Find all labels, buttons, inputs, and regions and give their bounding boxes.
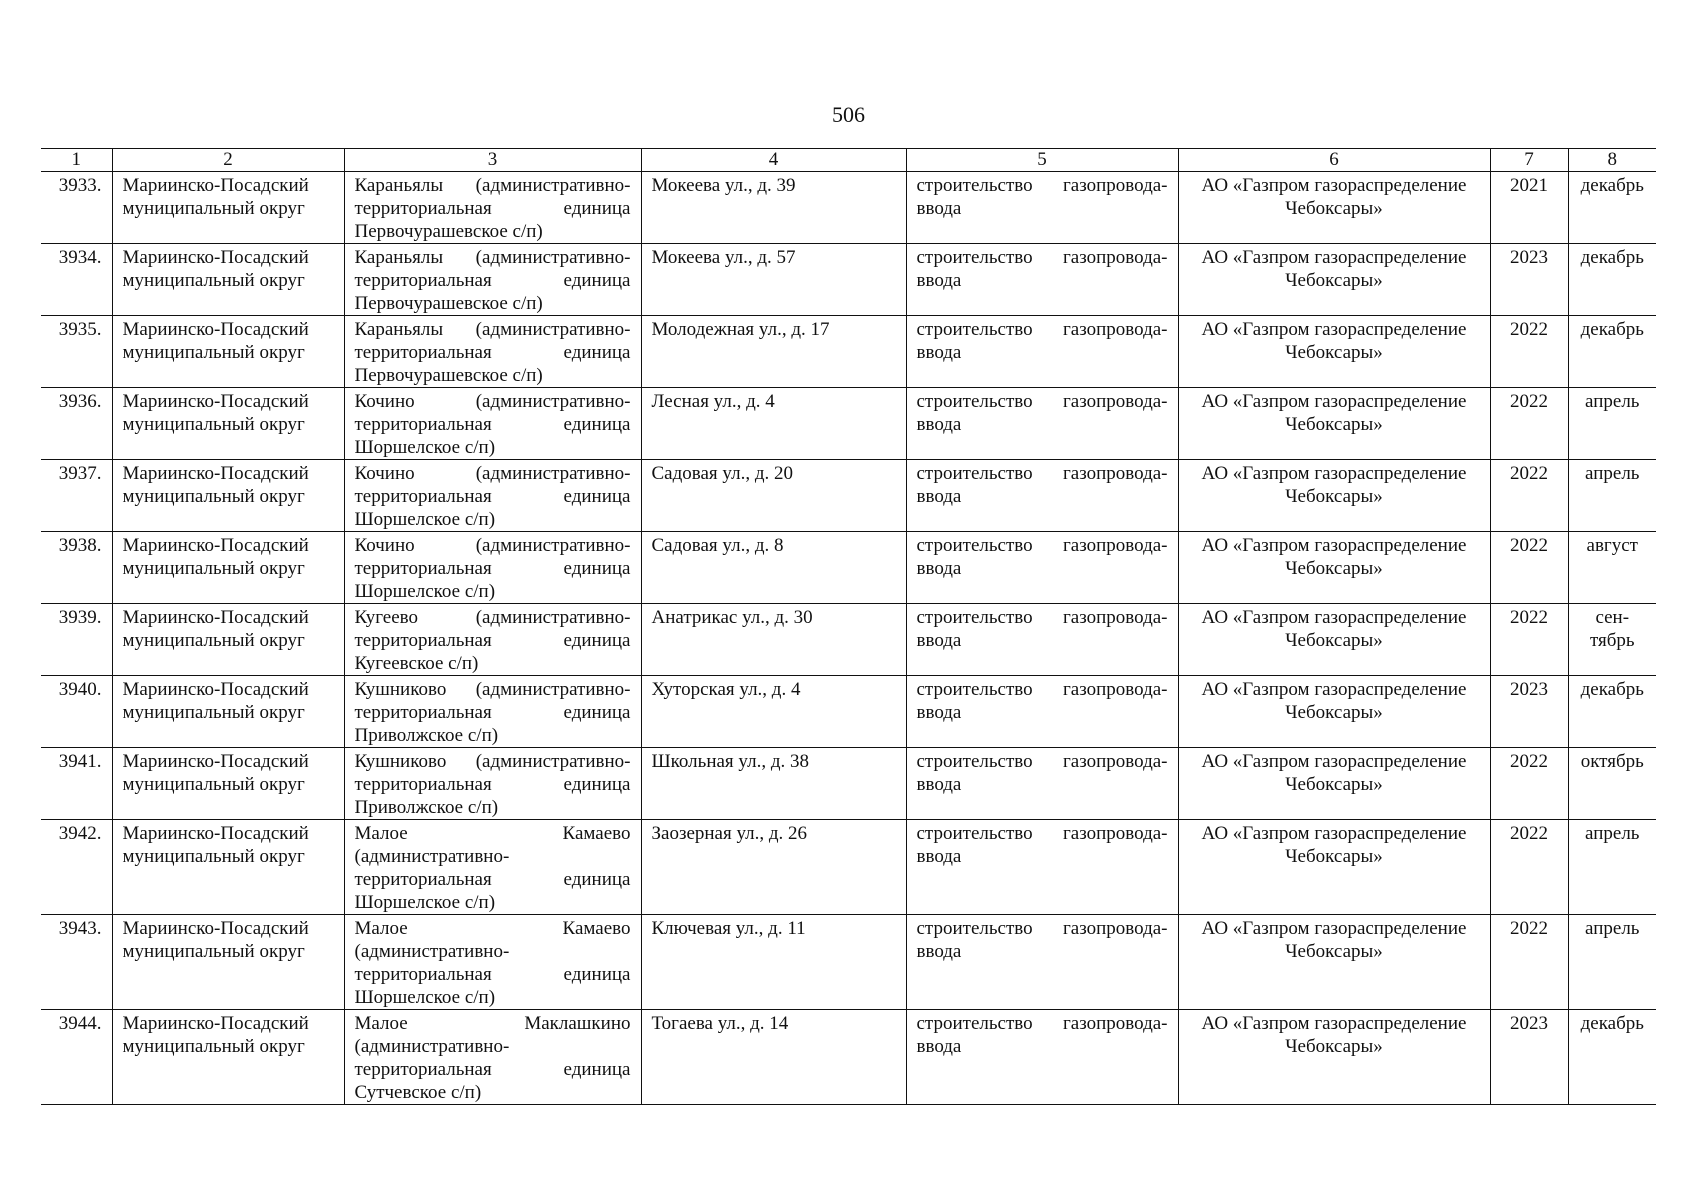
- table-row: [41, 532, 1656, 604]
- header-col-5: 5: [906, 149, 1178, 172]
- table-row: [41, 820, 1656, 915]
- organization-cell: АО «Газпром газораспределение Чебоксары»: [1178, 1010, 1490, 1105]
- month-cell: апрель: [1568, 915, 1656, 1010]
- month-cell: декабрь: [1568, 244, 1656, 316]
- table-row: [41, 748, 1656, 820]
- table-row: [41, 1010, 1656, 1105]
- month-cell: декабрь: [1568, 676, 1656, 748]
- work-type-cell: строительство газопровода-ввода: [906, 388, 1178, 460]
- gas-pipeline-table: [41, 148, 1656, 1105]
- district-cell: Мариинско-Посадский муниципальный округ: [112, 604, 344, 676]
- district-cell: Мариинско-Посадский муниципальный округ: [112, 388, 344, 460]
- month-cell: апрель: [1568, 460, 1656, 532]
- row-number: 3944.: [41, 1010, 112, 1105]
- header-col-1: 1: [41, 149, 112, 172]
- address-cell: Хуторская ул., д. 4: [641, 676, 906, 748]
- locality-cell: Кочино (административно-территориальная единица Шоршелское с/п): [344, 532, 641, 604]
- address-cell: Мокеева ул., д. 39: [641, 172, 906, 244]
- work-type-cell: строительство газопровода-ввода: [906, 1010, 1178, 1105]
- month-cell: август: [1568, 532, 1656, 604]
- address-cell: Лесная ул., д. 4: [641, 388, 906, 460]
- locality-cell: Кушниково (административно-территориальная единица Приволжское с/п): [344, 748, 641, 820]
- work-type-cell: строительство газопровода-ввода: [906, 676, 1178, 748]
- address-cell: Молодежная ул., д. 17: [641, 316, 906, 388]
- year-cell: 2022: [1490, 316, 1568, 388]
- locality-cell: Кочино (административно-территориальная единица Шоршелское с/п): [344, 388, 641, 460]
- table-row: [41, 316, 1656, 388]
- month-cell: апрель: [1568, 388, 1656, 460]
- work-type-cell: строительство газопровода-ввода: [906, 820, 1178, 915]
- locality-cell: Кушниково (административно-территориальная единица Приволжское с/п): [344, 676, 641, 748]
- year-cell: 2022: [1490, 460, 1568, 532]
- table-row: [41, 244, 1656, 316]
- work-type-cell: строительство газопровода-ввода: [906, 316, 1178, 388]
- header-row: [41, 149, 1656, 172]
- header-col-4: 4: [641, 149, 906, 172]
- row-number: 3935.: [41, 316, 112, 388]
- month-cell: сен-тябрь: [1568, 604, 1656, 676]
- address-cell: Садовая ул., д. 8: [641, 532, 906, 604]
- header-col-3: 3: [344, 149, 641, 172]
- row-number: 3933.: [41, 172, 112, 244]
- row-number: 3942.: [41, 820, 112, 915]
- district-cell: Мариинско-Посадский муниципальный округ: [112, 1010, 344, 1105]
- address-cell: Заозерная ул., д. 26: [641, 820, 906, 915]
- address-cell: Ключевая ул., д. 11: [641, 915, 906, 1010]
- month-cell: декабрь: [1568, 316, 1656, 388]
- row-number: 3943.: [41, 915, 112, 1010]
- organization-cell: АО «Газпром газораспределение Чебоксары»: [1178, 676, 1490, 748]
- work-type-cell: строительство газопровода-ввода: [906, 604, 1178, 676]
- district-cell: Мариинско-Посадский муниципальный округ: [112, 460, 344, 532]
- header-col-2: 2: [112, 149, 344, 172]
- header-col-6: 6: [1178, 149, 1490, 172]
- organization-cell: АО «Газпром газораспределение Чебоксары»: [1178, 604, 1490, 676]
- page-number: 506: [832, 102, 865, 127]
- table-header: [41, 149, 1656, 172]
- header-col-7: 7: [1490, 149, 1568, 172]
- locality-cell: Караньялы (административно-территориальная единица Первочурашевское с/п): [344, 172, 641, 244]
- year-cell: 2022: [1490, 532, 1568, 604]
- district-cell: Мариинско-Посадский муниципальный округ: [112, 172, 344, 244]
- table-body: [41, 172, 1656, 1105]
- year-cell: 2022: [1490, 604, 1568, 676]
- month-cell: апрель: [1568, 820, 1656, 915]
- address-cell: Садовая ул., д. 20: [641, 460, 906, 532]
- table-row: [41, 676, 1656, 748]
- row-number: 3934.: [41, 244, 112, 316]
- organization-cell: АО «Газпром газораспределение Чебоксары»: [1178, 172, 1490, 244]
- district-cell: Мариинско-Посадский муниципальный округ: [112, 676, 344, 748]
- row-number: 3938.: [41, 532, 112, 604]
- table-row: [41, 172, 1656, 244]
- district-cell: Мариинско-Посадский муниципальный округ: [112, 316, 344, 388]
- work-type-cell: строительство газопровода-ввода: [906, 748, 1178, 820]
- month-cell: декабрь: [1568, 172, 1656, 244]
- district-cell: Мариинско-Посадский муниципальный округ: [112, 820, 344, 915]
- work-type-cell: строительство газопровода-ввода: [906, 460, 1178, 532]
- year-cell: 2023: [1490, 676, 1568, 748]
- year-cell: 2023: [1490, 244, 1568, 316]
- organization-cell: АО «Газпром газораспределение Чебоксары»: [1178, 532, 1490, 604]
- organization-cell: АО «Газпром газораспределение Чебоксары»: [1178, 388, 1490, 460]
- address-cell: Анатрикас ул., д. 30: [641, 604, 906, 676]
- row-number: 3940.: [41, 676, 112, 748]
- district-cell: Мариинско-Посадский муниципальный округ: [112, 748, 344, 820]
- work-type-cell: строительство газопровода-ввода: [906, 172, 1178, 244]
- month-cell: декабрь: [1568, 1010, 1656, 1105]
- locality-cell: Кугеево (административно-территориальная единица Кугеевское с/п): [344, 604, 641, 676]
- table-row: [41, 388, 1656, 460]
- year-cell: 2023: [1490, 1010, 1568, 1105]
- row-number: 3937.: [41, 460, 112, 532]
- year-cell: 2022: [1490, 820, 1568, 915]
- district-cell: Мариинско-Посадский муниципальный округ: [112, 532, 344, 604]
- district-cell: Мариинско-Посадский муниципальный округ: [112, 915, 344, 1010]
- year-cell: 2021: [1490, 172, 1568, 244]
- locality-cell: Малое Маклашкино (административно-территориальная единица Сутчевское с/п): [344, 1010, 641, 1105]
- year-cell: 2022: [1490, 388, 1568, 460]
- locality-cell: Караньялы (административно-территориальная единица Первочурашевское с/п): [344, 316, 641, 388]
- table-row: [41, 604, 1656, 676]
- locality-cell: Кочино (административно-территориальная единица Шоршелское с/п): [344, 460, 641, 532]
- table-row: [41, 460, 1656, 532]
- row-number: 3939.: [41, 604, 112, 676]
- address-cell: Мокеева ул., д. 57: [641, 244, 906, 316]
- address-cell: Школьная ул., д. 38: [641, 748, 906, 820]
- organization-cell: АО «Газпром газораспределение Чебоксары»: [1178, 748, 1490, 820]
- work-type-cell: строительство газопровода-ввода: [906, 244, 1178, 316]
- organization-cell: АО «Газпром газораспределение Чебоксары»: [1178, 316, 1490, 388]
- row-number: 3936.: [41, 388, 112, 460]
- row-number: 3941.: [41, 748, 112, 820]
- organization-cell: АО «Газпром газораспределение Чебоксары»: [1178, 915, 1490, 1010]
- table-row: [41, 915, 1656, 1010]
- organization-cell: АО «Газпром газораспределение Чебоксары»: [1178, 244, 1490, 316]
- month-cell: октябрь: [1568, 748, 1656, 820]
- locality-cell: Малое Камаево (административно-территориальная единица Шоршелское с/п): [344, 820, 641, 915]
- work-type-cell: строительство газопровода-ввода: [906, 532, 1178, 604]
- organization-cell: АО «Газпром газораспределение Чебоксары»: [1178, 460, 1490, 532]
- work-type-cell: строительство газопровода-ввода: [906, 915, 1178, 1010]
- organization-cell: АО «Газпром газораспределение Чебоксары»: [1178, 820, 1490, 915]
- locality-cell: Малое Камаево (административно-территориальная единица Шоршелское с/п): [344, 915, 641, 1010]
- locality-cell: Караньялы (административно-территориальная единица Первочурашевское с/п): [344, 244, 641, 316]
- year-cell: 2022: [1490, 915, 1568, 1010]
- address-cell: Тогаева ул., д. 14: [641, 1010, 906, 1105]
- header-col-8: 8: [1568, 149, 1656, 172]
- district-cell: Мариинско-Посадский муниципальный округ: [112, 244, 344, 316]
- year-cell: 2022: [1490, 748, 1568, 820]
